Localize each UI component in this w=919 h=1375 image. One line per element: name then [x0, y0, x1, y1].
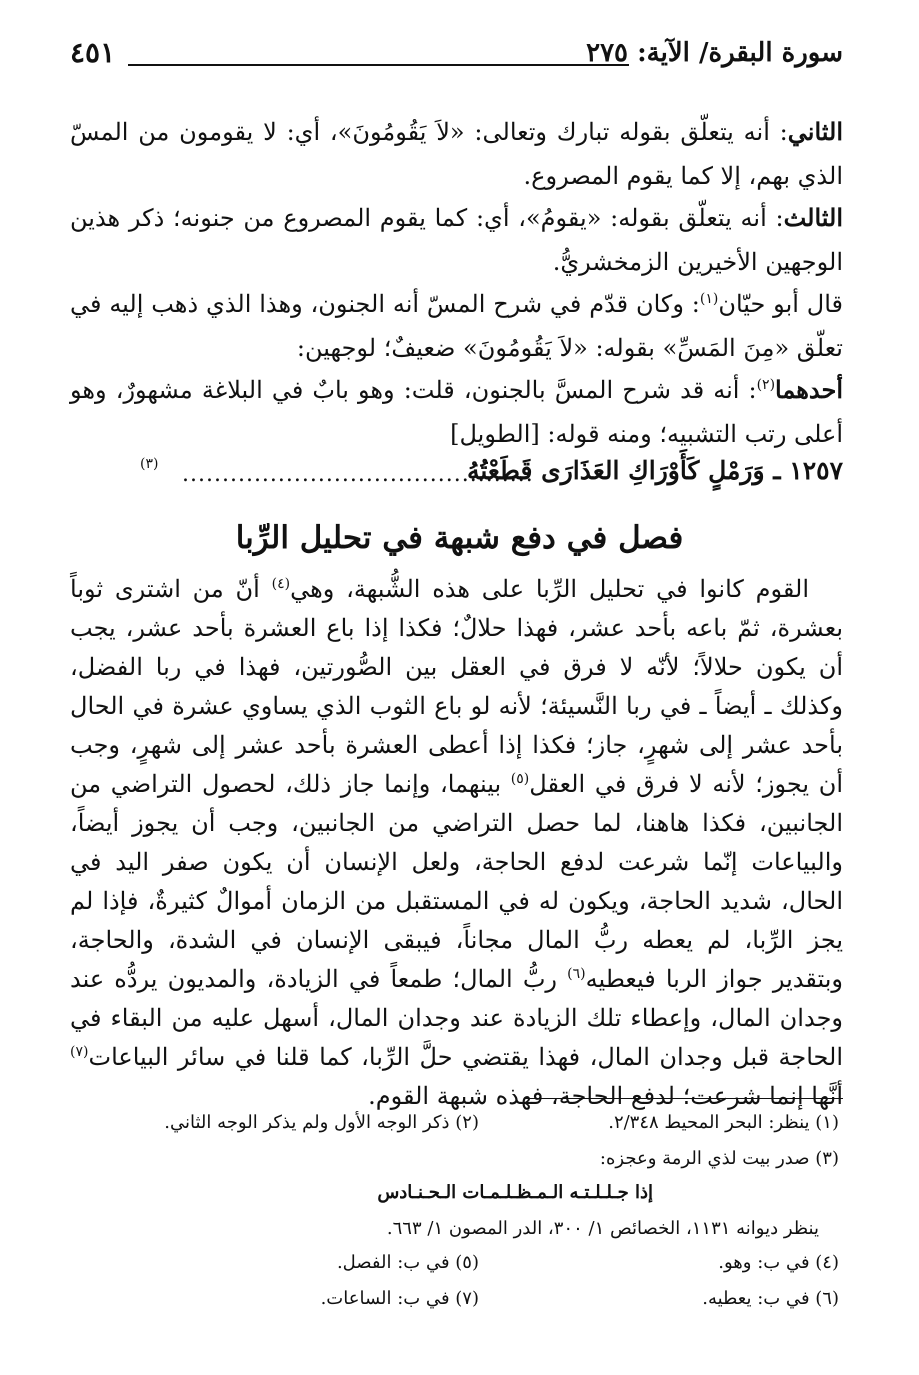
- footnote-ref-3: (٣): [140, 456, 159, 472]
- page-number: ٤٥١: [70, 36, 116, 69]
- footnote-4: (٤) في ب: وهو.: [718, 1252, 839, 1273]
- footnote-5: (٥) في ب: الفصل.: [336, 1252, 479, 1273]
- paragraph-lead: الثالث: [783, 203, 843, 232]
- footnote-ref-7: (٧): [70, 1044, 89, 1060]
- paragraph-text: : وكان قدّم في شرح المسّ أنه الجنون، وهذا الذي ذهب إليه في تعلّق «مِنَ المَسِّ» بقوله: «لاَ يَقُومُونَ» ضعيفٌ؛ لوجهين:: [70, 290, 843, 362]
- paragraph-text: : أنه يتعلّق بقوله: «يقومُ»، أي: كما يقوم المصروع من جنونه؛ ذكر هذين الوجهين الأخيرين الزمخشريُّ.: [70, 204, 843, 276]
- paragraph-first-reason: [70, 368, 843, 456]
- paragraph-text: : أنه يتعلّق بقوله تبارك وتعالى: «لاَ يَقُومُونَ»، أي: لا يقومون من المسّ الذي بهم، إلا كما يقوم المصروع.: [70, 118, 843, 190]
- section-body: [70, 570, 843, 1116]
- footnote-3: (٣) صدر بيت لذي الرمة وعجزه:: [599, 1148, 839, 1169]
- header-title: سورة البقرة/ الآية: ٢٧٥: [586, 38, 843, 68]
- section-text: أنَّها إنما شرعت؛ لدفع الحاجة، فهذه شبهة القوم.: [368, 1082, 843, 1110]
- section-title: فصل في دفع شبهة في تحليل الرِّبا: [235, 520, 684, 556]
- verse-text: ١٢٥٧ ـ وَرَمْلٍ كَأَوْرَاكِ العَذَارَى قَطَعْتُهُ: [466, 456, 843, 485]
- footnote-rule: [525, 1098, 843, 1099]
- footnote-ref-4: (٤): [271, 576, 291, 592]
- paragraph-third: [70, 196, 843, 284]
- footnote-7: (٧) في ب: الساعات.: [320, 1288, 479, 1309]
- footnote-ref-2: (٢): [756, 377, 776, 393]
- footnote-ref-1: (١): [699, 291, 719, 307]
- verse-dots: ............................................: [182, 462, 534, 487]
- paragraph-abu-hayyan: [70, 282, 843, 370]
- verse-line: [70, 456, 843, 496]
- running-header: [70, 36, 843, 76]
- section-text: بينهما، وإنما جاز ذلك، لحصول التراضي من الجانبين، فكذا هاهنا، لما حصل التراضي من الجانبين، وجب أن يجوز أيضاً، والبياعات إنّما شرعت لدفع الحاجة، ولعل الإنسان أن يكون صفر اليد في الحال، شديد الحاجة، ويكون له في المستقبل من الزمان أموالٌ كثيرةٌ، فإذا لم يجز الرِّبا، لم يعطه ربُّ المال مجاناً، فيبقى الإنسان في الشدة، والحاجة، وبتقدير جواز الربا فيعطيه: [70, 770, 843, 993]
- footnote-6: (٦) في ب: يعطيه.: [702, 1288, 839, 1309]
- footnote-ref-5: (٥): [510, 771, 530, 787]
- paragraph-second: [70, 110, 843, 198]
- paragraph-lead: أحدهما: [775, 375, 843, 404]
- header-rule: [128, 64, 629, 66]
- section-text: ربُّ المال؛ طمعاً في الزيادة، والمديون يردُّه عند وجدان المال، وإعطاء تلك الزيادة عند وجدان المال، أسهل عليه من البقاء في الحاجة قبل وجدان المال، فهذا يقتضي حلَّ الرِّبا، كما قلنا في سائر البياعات: [70, 965, 843, 1071]
- paragraph-lead: الثاني: [787, 117, 843, 146]
- section-text: أنّ من اشترى ثوباً بعشرة، ثمّ باعه بأحد عشر، فهذا حلالٌ؛ فكذا إذا باع العشرة بأحد عشر، يجب أن يكون حلالاً؛ لأنّه لا فرق في العقل بين الصُّورتين، فهذا في ربا الفضل، وكذلك ـ أيضاً ـ في ربا النَّسيئة؛ لأنه لو باع الثوب الذي يساوي عشرة في الحال بأحد عشر إلى شهرٍ، جاز؛ فكذا إذا أعطى العشرة بأحد عشر إلى شهرٍ، وجب أن يجوز؛ لأنه لا فرق في العقل: [70, 575, 843, 798]
- footnote-3-verse: إذا جـلـلـتـه الـمـظـلـمـات الـحـنـادس: [377, 1182, 653, 1203]
- footnote-2: (٢) ذكر الوجه الأول ولم يذكر الوجه الثاني.: [164, 1112, 479, 1133]
- paragraph-text: قال أبو حيّان: [718, 290, 843, 318]
- paragraph-text: : أنه قد شرح المسَّ بالجنون، قلت: وهو بابٌ في البلاغة مشهورٌ، وهو أعلى رتب التشبيه؛ ومنه قوله: [الطويل]: [70, 376, 843, 448]
- footnote-ref-6: (٦): [567, 966, 586, 982]
- section-text: القوم كانوا في تحليل الرِّبا على هذه الشُّبهة، وهي: [290, 575, 809, 603]
- footnote-3-reference: ينظر ديوانه ١١٣١، الخصائص ١/ ٣٠٠، الدر المصون ١/ ٦٦٣.: [386, 1218, 819, 1239]
- footnote-1: (١) ينظر: البحر المحيط ٢/٣٤٨.: [608, 1112, 839, 1133]
